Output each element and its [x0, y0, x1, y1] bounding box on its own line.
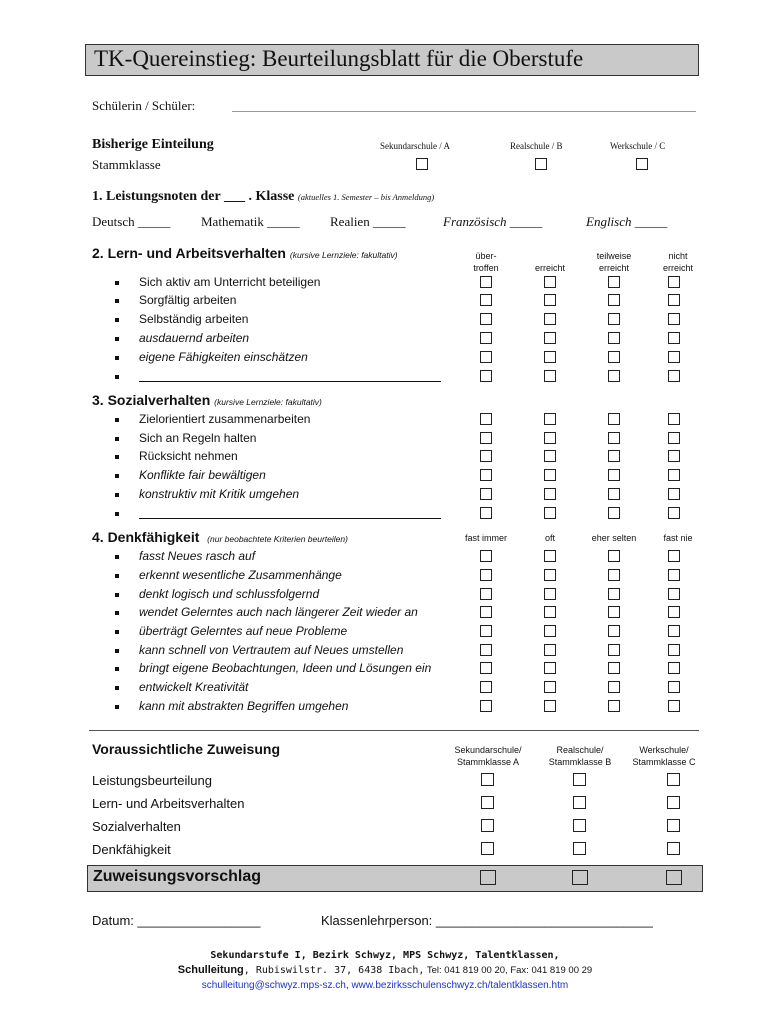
list-item: kann mit abstrakten Begriffen umgehen: [139, 699, 349, 713]
section2-heading: 2. Lern- und Arbeitsverhalten (kursive Lernziele: fakultativ): [92, 245, 398, 261]
list-item: Sich aktiv am Unterricht beteiligen: [139, 275, 321, 289]
assessment-checkbox[interactable]: [544, 332, 556, 344]
list-item: kann schnell von Vertrautem auf Neues umstellen: [139, 643, 404, 657]
zuweisung-row-label: Lern- und Arbeitsverhalten: [92, 796, 245, 811]
checkbox-vorschlag-c[interactable]: [666, 870, 682, 885]
bullet: [115, 512, 119, 516]
bullet: [115, 318, 119, 322]
assessment-checkbox[interactable]: [480, 507, 492, 519]
zuweisung-checkbox[interactable]: [667, 842, 680, 855]
checkbox-einteilung-b[interactable]: [535, 158, 547, 170]
bullet: [115, 555, 119, 559]
assessment-checkbox[interactable]: [608, 313, 620, 325]
assessment-checkbox[interactable]: [608, 700, 620, 712]
bullet: [115, 667, 119, 671]
assessment-checkbox[interactable]: [480, 606, 492, 618]
assessment-checkbox[interactable]: [668, 469, 680, 481]
datum-field[interactable]: Datum: _________________: [92, 913, 261, 928]
bullet: [115, 281, 119, 285]
list-item: Sich an Regeln halten: [139, 431, 257, 445]
list-item: Selbständig arbeiten: [139, 312, 249, 326]
assessment-checkbox[interactable]: [608, 681, 620, 693]
stammklasse-label: Stammklasse: [92, 157, 161, 172]
section1-note: (aktuelles 1. Semester – bis Anmeldung): [297, 192, 435, 202]
section4-note: (nur beobachtete Kriterien beurteilen): [207, 534, 348, 544]
vorschlag-label: Zuweisungsvorschlag: [93, 868, 262, 885]
page-title: TK-Quereinstieg: Beurteilungsblatt für die Oberstufe: [94, 46, 584, 71]
bullet: [115, 630, 119, 634]
assessment-checkbox[interactable]: [608, 276, 620, 288]
assessment-checkbox[interactable]: [608, 606, 620, 618]
assessment-checkbox[interactable]: [480, 488, 492, 500]
zuweisung-checkbox[interactable]: [573, 842, 586, 855]
assessment-checkbox[interactable]: [608, 507, 620, 519]
assessment-checkbox[interactable]: [544, 507, 556, 519]
assessment-checkbox[interactable]: [480, 413, 492, 425]
assessment-checkbox[interactable]: [544, 370, 556, 382]
col-nicht-erreicht: nicht erreicht: [662, 251, 693, 273]
assessment-checkbox[interactable]: [668, 644, 680, 656]
bullet: [115, 574, 119, 578]
col-teilweise-erreicht: teilweise erreicht: [596, 251, 632, 273]
assessment-checkbox[interactable]: [480, 294, 492, 306]
list-item: konstruktiv mit Kritik umgehen: [139, 487, 300, 501]
assessment-checkbox[interactable]: [544, 569, 556, 581]
assessment-checkbox[interactable]: [608, 625, 620, 637]
bullet: [115, 493, 119, 497]
assessment-checkbox[interactable]: [480, 550, 492, 562]
subject-deutsch[interactable]: Deutsch _____: [92, 214, 171, 229]
assessment-checkbox[interactable]: [608, 644, 620, 656]
zuweisung-checkbox[interactable]: [667, 819, 680, 832]
footer-line3: schulleitung@schwyz.mps-sz.ch, www.bezirksschulenschwyz.ch/talentklassen.htm: [201, 980, 569, 991]
footer-web-link[interactable]: www.bezirksschulenschwyz.ch/talentklassen.htm: [351, 980, 569, 991]
assessment-checkbox[interactable]: [480, 469, 492, 481]
assessment-checkbox[interactable]: [480, 569, 492, 581]
list-item: ausdauernd arbeiten: [139, 331, 250, 345]
assessment-checkbox[interactable]: [544, 625, 556, 637]
assessment-checkbox[interactable]: [608, 432, 620, 444]
checkbox-einteilung-c[interactable]: [636, 158, 648, 170]
assessment-checkbox[interactable]: [480, 332, 492, 344]
assessment-checkbox[interactable]: [544, 351, 556, 363]
assessment-checkbox[interactable]: [544, 681, 556, 693]
assessment-checkbox[interactable]: [480, 644, 492, 656]
list-item: erkennt wesentliche Zusammenhänge: [139, 568, 342, 582]
assessment-checkbox[interactable]: [668, 370, 680, 382]
zuweisung-checkbox[interactable]: [667, 773, 680, 786]
col-stammklasse-c: Werkschule/ Stammklasse C: [632, 745, 696, 767]
bullet: [115, 299, 119, 303]
assessment-checkbox[interactable]: [668, 351, 680, 363]
bullet: [115, 611, 119, 615]
assessment-checkbox[interactable]: [668, 313, 680, 325]
assessment-checkbox[interactable]: [608, 488, 620, 500]
assessment-checkbox[interactable]: [480, 450, 492, 462]
bullet: [115, 418, 119, 422]
zuweisung-checkbox[interactable]: [481, 773, 494, 786]
assessment-checkbox[interactable]: [608, 450, 620, 462]
bullet: [115, 474, 119, 478]
assessment-checkbox[interactable]: [608, 469, 620, 481]
zuweisung-checkbox[interactable]: [481, 796, 494, 809]
assessment-checkbox[interactable]: [480, 432, 492, 444]
custom-item-line[interactable]: [139, 518, 441, 519]
assessment-checkbox[interactable]: [544, 550, 556, 562]
assessment-checkbox[interactable]: [668, 681, 680, 693]
subject-mathematik[interactable]: Mathematik _____: [201, 214, 300, 229]
assessment-checkbox[interactable]: [544, 413, 556, 425]
bullet: [115, 337, 119, 341]
zuweisung-row-label: Leistungsbeurteilung: [92, 773, 212, 788]
section2-note: (kursive Lernziele: fakultativ): [289, 250, 398, 260]
checkbox-einteilung-a[interactable]: [416, 158, 428, 170]
list-item: Sorgfältig arbeiten: [139, 293, 237, 307]
assessment-checkbox[interactable]: [544, 313, 556, 325]
assessment-checkbox[interactable]: [544, 432, 556, 444]
assessment-checkbox[interactable]: [668, 488, 680, 500]
assessment-checkbox[interactable]: [480, 276, 492, 288]
bullet: [115, 686, 119, 690]
list-item: wendet Gelerntes auch nach längerer Zeit wieder an: [139, 605, 418, 619]
col-fast-immer: fast immer: [464, 533, 507, 543]
assessment-checkbox[interactable]: [608, 569, 620, 581]
footer-line1: Sekundarstufe I, Bezirk Schwyz, MPS Schwyz, Talentklassen,: [210, 950, 560, 961]
list-item: fasst Neues rasch auf: [139, 549, 256, 563]
bullet: [115, 593, 119, 597]
assessment-checkbox[interactable]: [668, 276, 680, 288]
list-item: Rücksicht nehmen: [139, 449, 238, 463]
assessment-checkbox[interactable]: [608, 332, 620, 344]
option-realschule: Realschule / B: [510, 141, 563, 151]
assessment-checkbox[interactable]: [608, 662, 620, 674]
assessment-checkbox[interactable]: [480, 351, 492, 363]
option-werkschule: Werkschule / C: [610, 141, 666, 151]
assessment-checkbox[interactable]: [608, 294, 620, 306]
zuweisung-heading: Voraussichtliche Zuweisung: [92, 741, 281, 757]
bullet: [115, 455, 119, 459]
footer-line2: [0, 964, 770, 976]
subject-englisch[interactable]: Englisch _____: [586, 214, 668, 229]
list-item: denkt logisch und schlussfolgernd: [139, 587, 320, 601]
assessment-checkbox[interactable]: [480, 588, 492, 600]
assessment-checkbox[interactable]: [608, 550, 620, 562]
assessment-checkbox[interactable]: [480, 662, 492, 674]
zuweisung-row-label: Sozialverhalten: [92, 819, 181, 834]
assessment-checkbox[interactable]: [668, 450, 680, 462]
subject-franzoesisch[interactable]: Französisch _____: [443, 214, 543, 229]
assessment-checkbox[interactable]: [668, 569, 680, 581]
assessment-checkbox[interactable]: [668, 507, 680, 519]
list-item: Konflikte fair bewältigen: [139, 468, 266, 482]
assessment-checkbox[interactable]: [480, 681, 492, 693]
col-stammklasse-a: Sekundarschule/ Stammklasse A: [454, 745, 522, 767]
assessment-checkbox[interactable]: [668, 662, 680, 674]
zuweisung-checkbox[interactable]: [573, 773, 586, 786]
col-eher-selten: eher selten: [591, 533, 637, 543]
student-label: Schülerin / Schüler:: [92, 98, 196, 113]
list-item: überträgt Gelerntes auf neue Probleme: [139, 624, 348, 638]
col-erreicht: erreicht: [534, 263, 565, 273]
assessment-checkbox[interactable]: [608, 413, 620, 425]
option-sekundarschule: Sekundarschule / A: [380, 141, 450, 151]
assessment-checkbox[interactable]: [544, 588, 556, 600]
custom-item-line[interactable]: [139, 381, 441, 382]
footer-email-link[interactable]: schulleitung@schwyz.mps-sz.ch: [201, 980, 346, 991]
assessment-checkbox[interactable]: [668, 332, 680, 344]
assessment-checkbox[interactable]: [668, 588, 680, 600]
student-name-line[interactable]: [232, 111, 696, 112]
subject-realien[interactable]: Realien _____: [330, 214, 406, 229]
assessment-checkbox[interactable]: [668, 606, 680, 618]
assessment-checkbox[interactable]: [544, 662, 556, 674]
assessment-checkbox[interactable]: [544, 644, 556, 656]
section3-note: (kursive Lernziele: fakultativ): [214, 397, 322, 407]
assessment-checkbox[interactable]: [544, 606, 556, 618]
zuweisung-checkbox[interactable]: [481, 819, 494, 832]
zuweisung-row-label: Denkfähigkeit: [92, 842, 171, 857]
checkbox-vorschlag-a[interactable]: [480, 870, 496, 885]
list-item: eigene Fähigkeiten einschätzen: [139, 350, 308, 364]
bullet: [115, 705, 119, 709]
bullet: [115, 375, 119, 379]
section3-heading: 3. Sozialverhalten (kursive Lernziele: fakultativ): [92, 392, 322, 408]
klassenlehrperson-field[interactable]: Klassenlehrperson: ______________________________: [321, 913, 653, 928]
footer-schulleitung: Schulleitung: [177, 964, 244, 976]
col-stammklasse-b: Realschule/ Stammklasse B: [548, 745, 612, 767]
bullet: [115, 356, 119, 360]
assessment-checkbox[interactable]: [544, 700, 556, 712]
assessment-checkbox[interactable]: [668, 550, 680, 562]
col-oft: oft: [544, 533, 555, 543]
list-item: entwickelt Kreativität: [139, 680, 249, 694]
assessment-checkbox[interactable]: [480, 700, 492, 712]
col-uebertroffen: über- troffen: [473, 251, 499, 273]
col-fast-nie: fast nie: [663, 533, 693, 543]
assessment-checkbox[interactable]: [544, 276, 556, 288]
einteilung-heading: Bisherige Einteilung: [92, 137, 214, 152]
assessment-checkbox[interactable]: [544, 469, 556, 481]
assessment-checkbox[interactable]: [608, 370, 620, 382]
bullet: [115, 649, 119, 653]
zuweisung-checkbox[interactable]: [573, 819, 586, 832]
assessment-checkbox[interactable]: [668, 294, 680, 306]
assessment-checkbox[interactable]: [668, 413, 680, 425]
footer-tel: Tel: 041 819 00 20, Fax: 041 819 00 29: [424, 965, 593, 976]
section1-heading: 1. Leistungsnoten der ___ . Klasse (aktuelles 1. Semester – bis Anmeldung): [92, 189, 435, 204]
bullet: [115, 437, 119, 441]
zuweisung-checkbox[interactable]: [481, 842, 494, 855]
assessment-checkbox[interactable]: [480, 313, 492, 325]
list-item: bringt eigene Beobachtungen, Ideen und Lösungen ein: [139, 661, 432, 675]
assessment-checkbox[interactable]: [668, 432, 680, 444]
assessment-checkbox[interactable]: [608, 588, 620, 600]
zuweisung-checkbox[interactable]: [667, 796, 680, 809]
zuweisung-checkbox[interactable]: [573, 796, 586, 809]
assessment-checkbox[interactable]: [608, 351, 620, 363]
checkbox-vorschlag-b[interactable]: [572, 870, 588, 885]
section-divider: [89, 730, 699, 731]
assessment-checkbox[interactable]: [480, 625, 492, 637]
assessment-checkbox[interactable]: [668, 700, 680, 712]
assessment-checkbox[interactable]: [544, 488, 556, 500]
assessment-checkbox[interactable]: [544, 450, 556, 462]
section4-heading: 4. Denkfähigkeit (nur beobachtete Kriterien beurteilen): [92, 529, 348, 545]
assessment-checkbox[interactable]: [544, 294, 556, 306]
list-item: Zielorientiert zusammenarbeiten: [139, 412, 311, 426]
assessment-checkbox[interactable]: [480, 370, 492, 382]
footer-address: , Rubiswilstr. 37, 6438 Ibach,: [243, 965, 425, 976]
assessment-checkbox[interactable]: [668, 625, 680, 637]
